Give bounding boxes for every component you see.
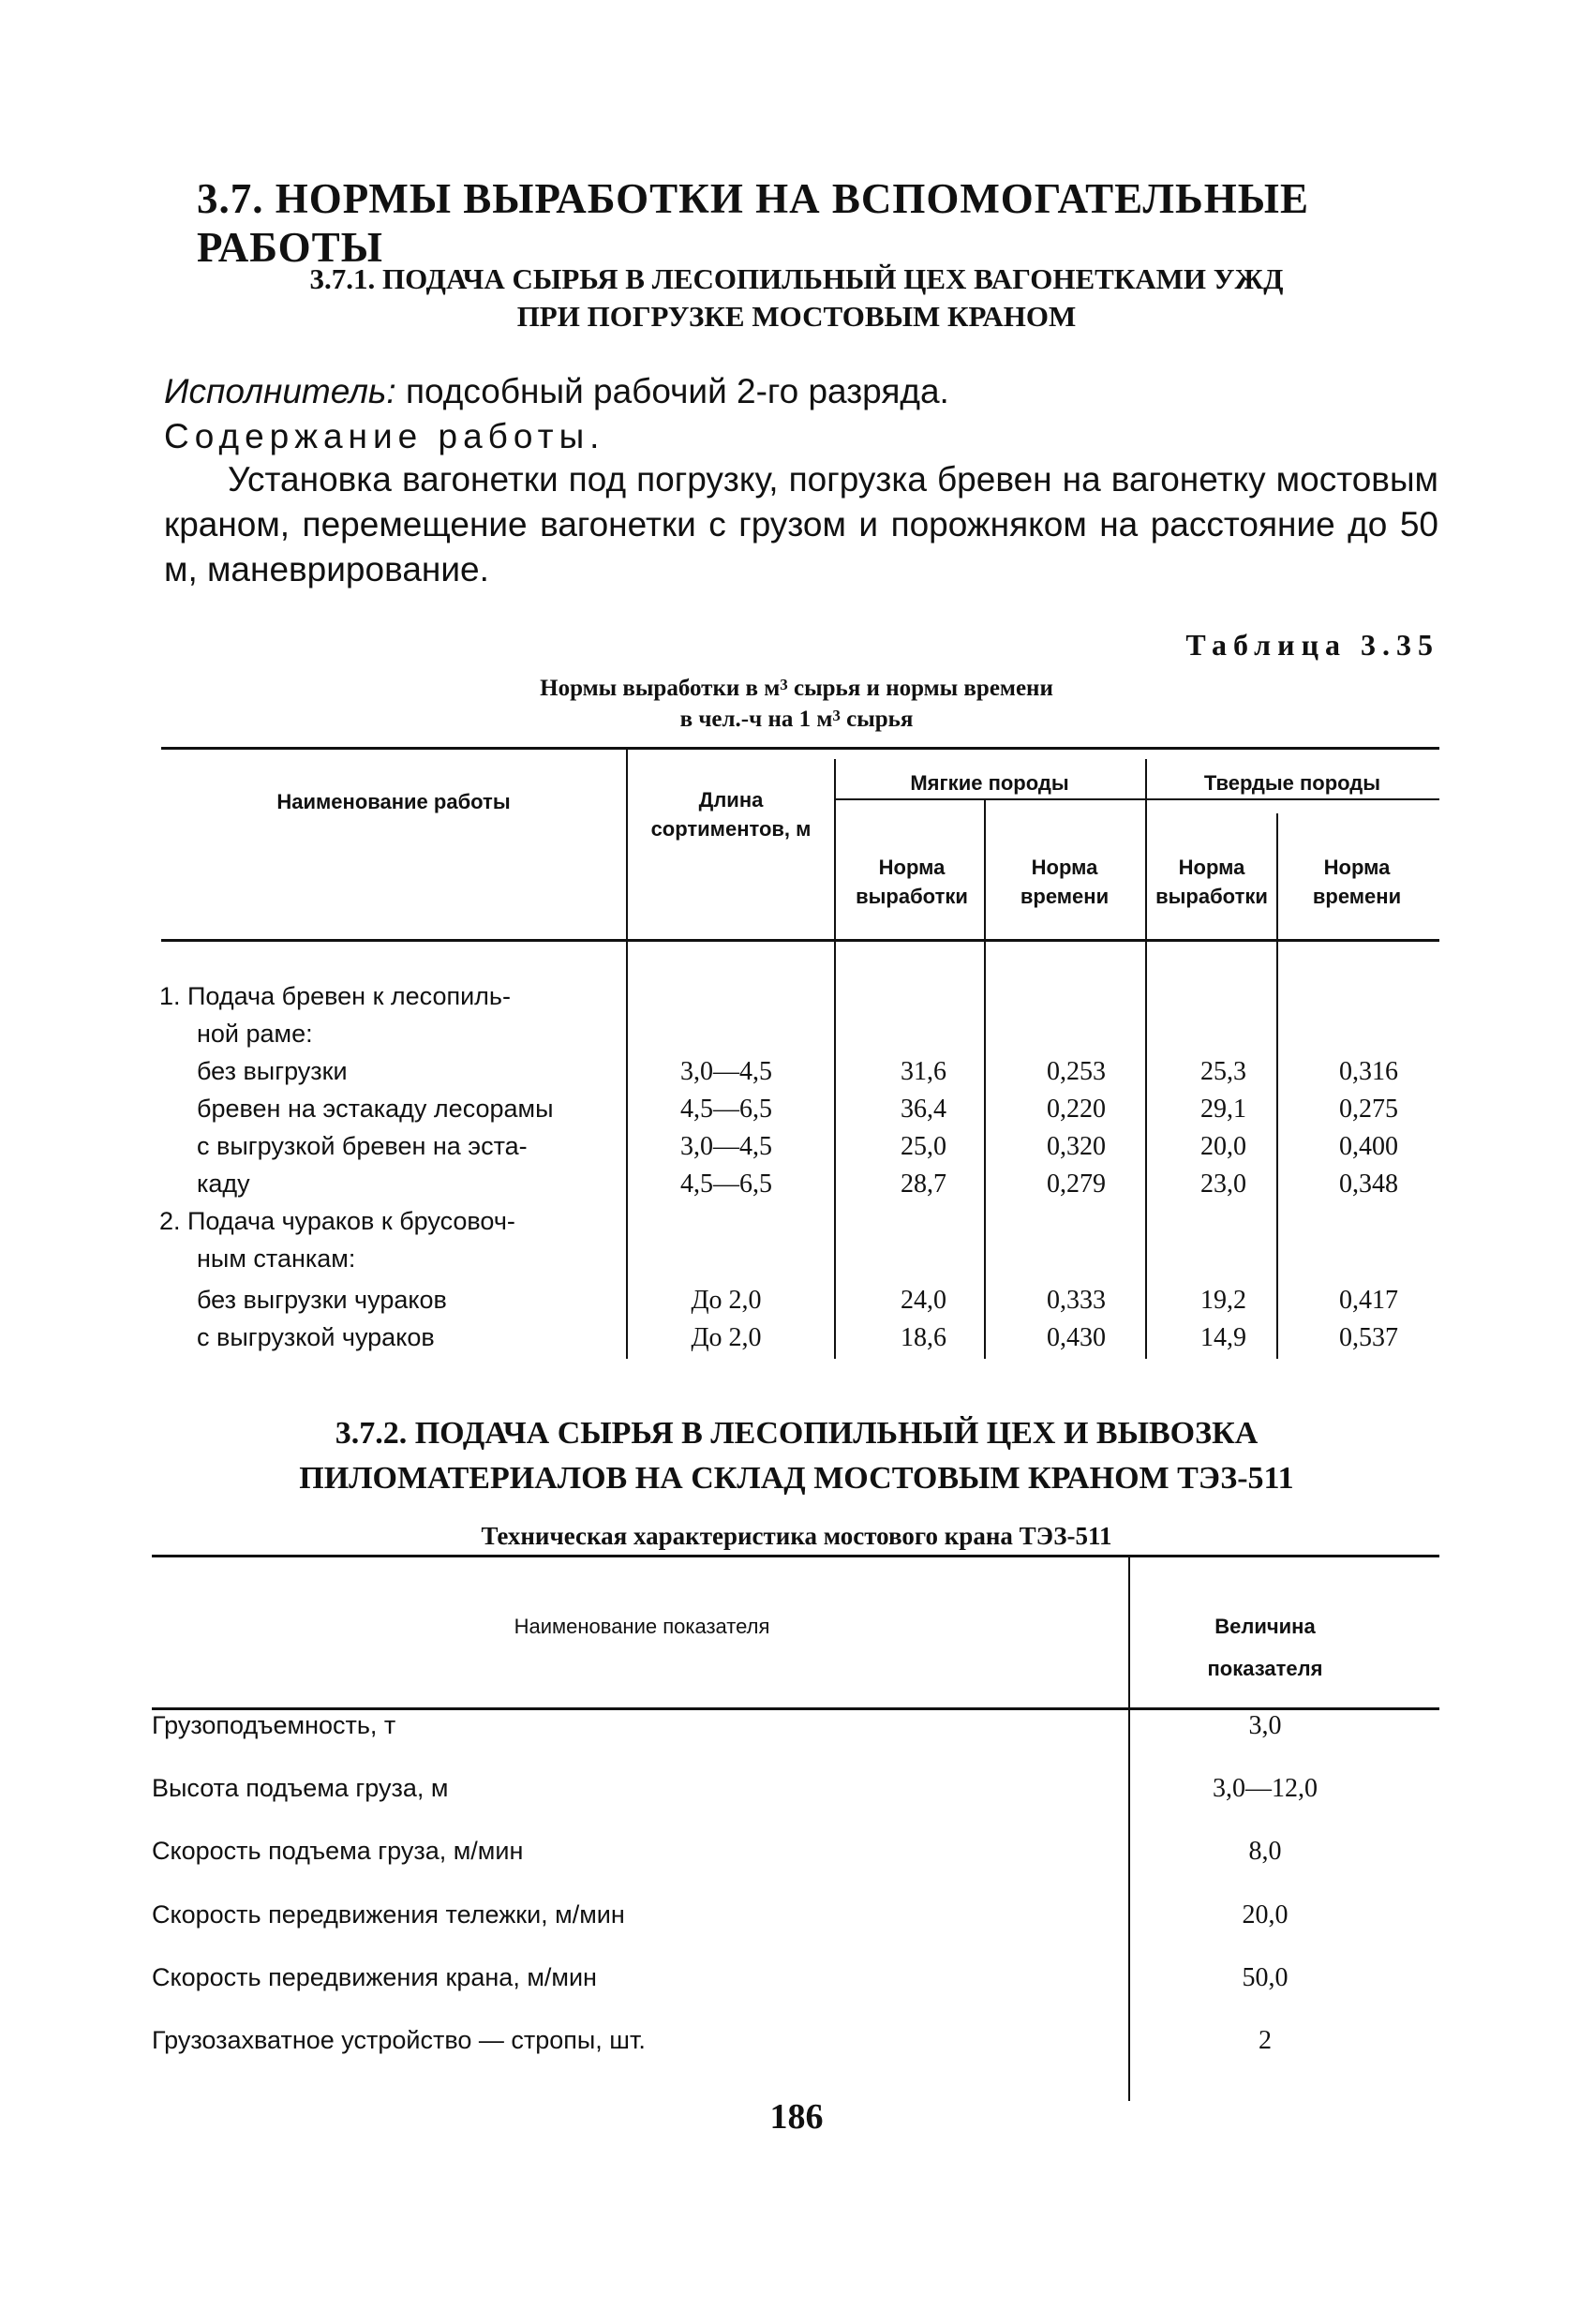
cell-hard-time: 0,400 — [1339, 1132, 1398, 1161]
table-1-divider — [834, 759, 836, 1359]
spec-value: 3,0—12,0 — [1213, 1774, 1318, 1803]
spec-name: Скорость передвижения крана, м/мин — [152, 1963, 597, 1991]
work-line: ной раме: — [197, 1020, 313, 1048]
header-hard-species: Твердые породы — [1203, 771, 1381, 795]
header-soft-time: Норма времени — [1020, 856, 1110, 908]
table-1-divider — [626, 750, 628, 1359]
executor-value: подсобный рабочий 2-го разряда. — [405, 372, 949, 410]
caption-sup: 3 — [832, 707, 841, 724]
cell-soft-output: 31,6 — [901, 1057, 946, 1086]
work-line: 1. Подача бревен к лесопиль- — [159, 982, 511, 1010]
cell-soft-output: 25,0 — [901, 1132, 946, 1161]
cell-length: 3,0—4,5 — [680, 1057, 772, 1086]
spec-name: Грузоподъемность, т — [152, 1711, 396, 1739]
caption-text-a: Нормы выработки в м — [540, 676, 781, 701]
work-line: каду — [197, 1169, 250, 1198]
work-line: ным станкам: — [197, 1244, 356, 1273]
cell-soft-time: 0,279 — [1047, 1169, 1106, 1199]
subsection-heading-2-line-2: ПИЛОМАТЕРИАЛОВ НА СКЛАД МОСТОВЫМ КРАНОМ ТЭЗ-511 — [299, 1461, 1294, 1496]
cell-soft-output: 24,0 — [901, 1286, 946, 1315]
cell-hard-output: 14,9 — [1200, 1323, 1246, 1352]
table-1-caption-line-2 — [272, 704, 1321, 735]
subsection-heading-1-line-1: 3.7.1. ПОДАЧА СЫРЬЯ В ЛЕСОПИЛЬНЫЙ ЦЕХ ВАГОНЕТКАМИ УЖД — [309, 262, 1284, 295]
cell-hard-output: 20,0 — [1200, 1132, 1246, 1161]
work-line: без выгрузки — [197, 1057, 348, 1085]
cell-soft-time: 0,430 — [1047, 1323, 1106, 1352]
cell-hard-output: 23,0 — [1200, 1169, 1246, 1199]
page-number: 186 — [769, 2097, 824, 2137]
cell-length: 3,0—4,5 — [680, 1132, 772, 1161]
cell-hard-output: 29,1 — [1200, 1095, 1246, 1124]
table-2-top-rule — [152, 1555, 1439, 1557]
spec-value: 8,0 — [1248, 1837, 1282, 1866]
subsection-heading-2 — [216, 1411, 1378, 1501]
spec-name: Грузозахватное устройство — стропы, шт. — [152, 2026, 646, 2054]
header-indicator-name: Наименование показателя — [514, 1615, 770, 1638]
work-content-text: Установка вагонетки под погрузку, погрузка бревен на вагонетку мостовым краном, перемещение вагонетки с грузом и порожняком на расстояние до 50 м, маневрирование. — [164, 460, 1438, 588]
table-1-top-rule — [161, 747, 1439, 750]
table-1-caption-line-1 — [272, 673, 1321, 704]
spec-name: Скорость подъема груза, м/мин — [152, 1837, 524, 1865]
work-line: без выгрузки чураков — [197, 1286, 447, 1314]
caption-text-b: сырья и нормы времени — [787, 676, 1053, 701]
cell-hard-time: 0,275 — [1339, 1095, 1398, 1124]
cell-length: 4,5—6,5 — [680, 1169, 772, 1199]
header-length: Длина сортиментов, м — [650, 788, 812, 841]
table-1-divider — [1145, 759, 1147, 1359]
spec-value: 20,0 — [1242, 1900, 1289, 1929]
cell-length: 4,5—6,5 — [680, 1095, 772, 1124]
table-1-caption — [272, 673, 1321, 735]
cell-soft-output: 36,4 — [901, 1095, 946, 1124]
cell-soft-output: 28,7 — [901, 1169, 946, 1199]
cell-hard-output: 19,2 — [1200, 1286, 1246, 1315]
cell-soft-output: 18,6 — [901, 1323, 946, 1352]
spec-value: 3,0 — [1248, 1711, 1282, 1740]
executor-label: Исполнитель: — [164, 372, 396, 410]
subsection-heading-2-line-1: 3.7.2. ПОДАЧА СЫРЬЯ В ЛЕСОПИЛЬНЫЙ ЦЕХ И ВЫВОЗКА — [335, 1416, 1259, 1451]
cell-hard-time: 0,417 — [1339, 1286, 1398, 1315]
table-1-group-rule — [834, 798, 1439, 800]
cell-soft-time: 0,333 — [1047, 1286, 1106, 1315]
work-line: с выгрузкой бревен на эста- — [197, 1132, 528, 1160]
work-content-title: Содержание работы. — [164, 417, 605, 455]
cell-hard-output: 25,3 — [1200, 1057, 1246, 1086]
header-soft-species: Мягкие породы — [910, 771, 1069, 795]
table-1-divider — [984, 800, 986, 1359]
header-soft-output: Норма выработки — [856, 856, 968, 908]
header-indicator-value-line-1: Величина — [1214, 1615, 1316, 1638]
spec-value: 50,0 — [1242, 1963, 1289, 1992]
cell-hard-time: 0,348 — [1339, 1169, 1398, 1199]
table-2-header-rule — [152, 1707, 1439, 1710]
table-1-header-rule — [161, 939, 1439, 942]
caption-text-a: в чел.-ч на 1 м — [679, 707, 833, 732]
spec-value: 2 — [1259, 2026, 1272, 2055]
subsection-heading-1-line-2: ПРИ ПОГРУЗКЕ МОСТОВЫМ КРАНОМ — [516, 300, 1077, 333]
cell-length: До 2,0 — [691, 1286, 762, 1315]
work-line: бревен на эстакаду лесорамы — [197, 1095, 554, 1123]
cell-soft-time: 0,220 — [1047, 1095, 1106, 1124]
spec-name: Скорость передвижения тележки, м/мин — [152, 1900, 625, 1929]
header-work-name: Наименование работы — [276, 790, 511, 813]
caption-sup: 3 — [780, 676, 788, 693]
table-2-caption: Техническая характеристика мостового крана ТЭЗ-511 — [481, 1522, 1112, 1550]
work-line: 2. Подача чураков к брусовоч- — [159, 1207, 515, 1235]
table-1-divider — [1276, 813, 1278, 1359]
work-line: с выгрузкой чураков — [197, 1323, 435, 1351]
section-heading: 3.7. НОРМЫ ВЫРАБОТКИ НА ВСПОМОГАТЕЛЬНЫЕ РАБОТЫ — [197, 175, 1310, 271]
cell-hard-time: 0,316 — [1339, 1057, 1398, 1086]
cell-hard-time: 0,537 — [1339, 1323, 1398, 1352]
cell-soft-time: 0,320 — [1047, 1132, 1106, 1161]
header-hard-output: Норма выработки — [1155, 856, 1268, 908]
subsection-heading-1 — [244, 261, 1349, 335]
spec-name: Высота подъема груза, м — [152, 1774, 449, 1802]
cell-length: До 2,0 — [691, 1323, 762, 1352]
table-2-divider — [1128, 1557, 1130, 2101]
cell-soft-time: 0,253 — [1047, 1057, 1106, 1086]
executor-line — [164, 369, 1438, 414]
header-indicator-value-line-2: показателя — [1207, 1657, 1323, 1680]
caption-text-b: сырья — [840, 707, 914, 732]
table-number: Таблица 3.35 — [1185, 628, 1439, 662]
header-hard-time: Норма времени — [1312, 856, 1402, 908]
